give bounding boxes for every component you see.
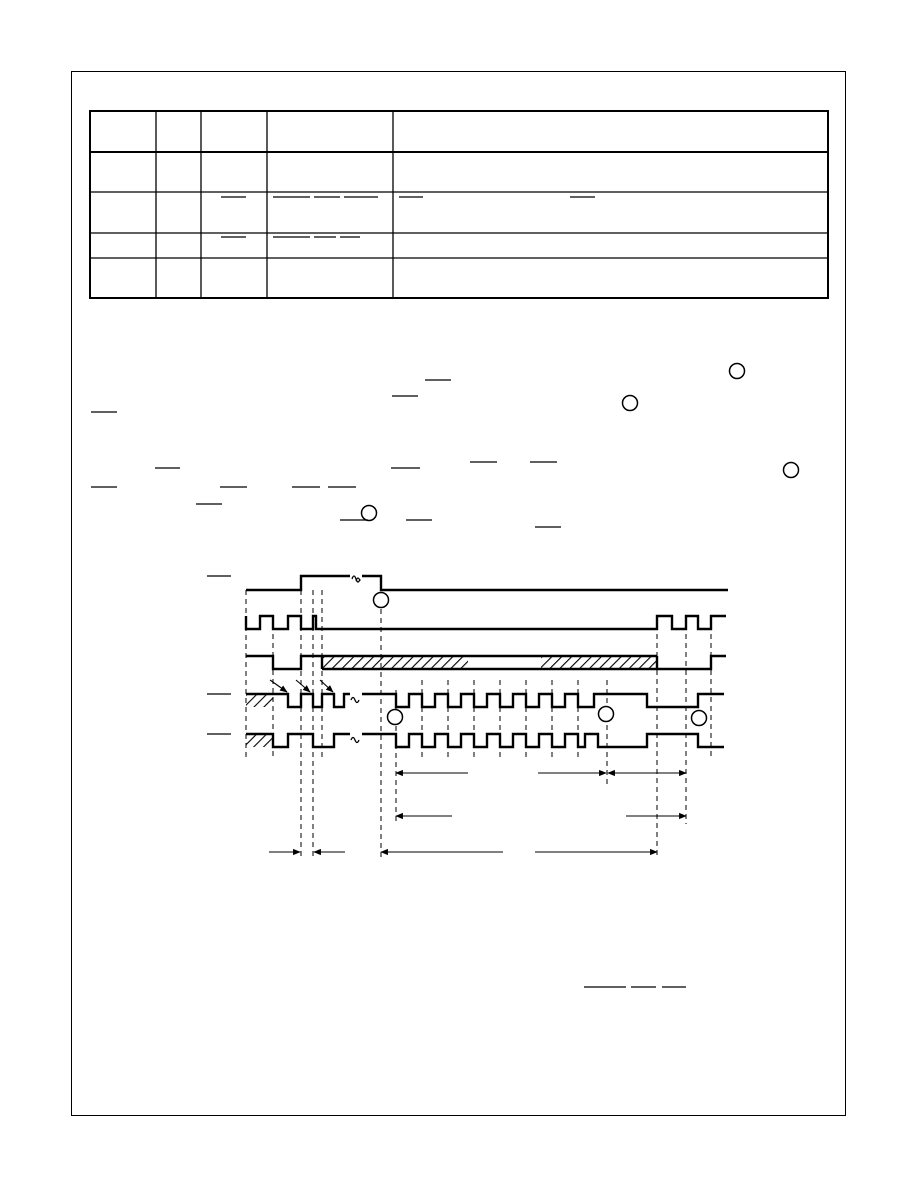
waveform-1 xyxy=(246,576,728,590)
callout-circle xyxy=(730,364,745,379)
waveform-2 xyxy=(246,616,726,629)
break-mark xyxy=(352,576,360,582)
dimension-arrows xyxy=(269,773,686,852)
callout-circle xyxy=(623,396,638,411)
callout-circle xyxy=(388,710,403,725)
table-column-dividers xyxy=(156,111,393,298)
callout-circle xyxy=(692,711,707,726)
callout-circle xyxy=(362,506,377,521)
paragraph-overbars xyxy=(91,380,561,527)
waveform-5 xyxy=(246,734,724,747)
callout-circle xyxy=(374,593,389,608)
table-overbars xyxy=(221,197,595,237)
waveform-4 xyxy=(246,694,724,707)
register-table xyxy=(90,111,828,298)
timing-diagram xyxy=(207,576,728,858)
signal-name-overbars xyxy=(207,576,231,734)
callout-circle xyxy=(599,707,614,722)
paragraph-callout-circles xyxy=(362,364,799,521)
callout-circle xyxy=(784,463,799,478)
waveform-3 xyxy=(246,656,726,669)
